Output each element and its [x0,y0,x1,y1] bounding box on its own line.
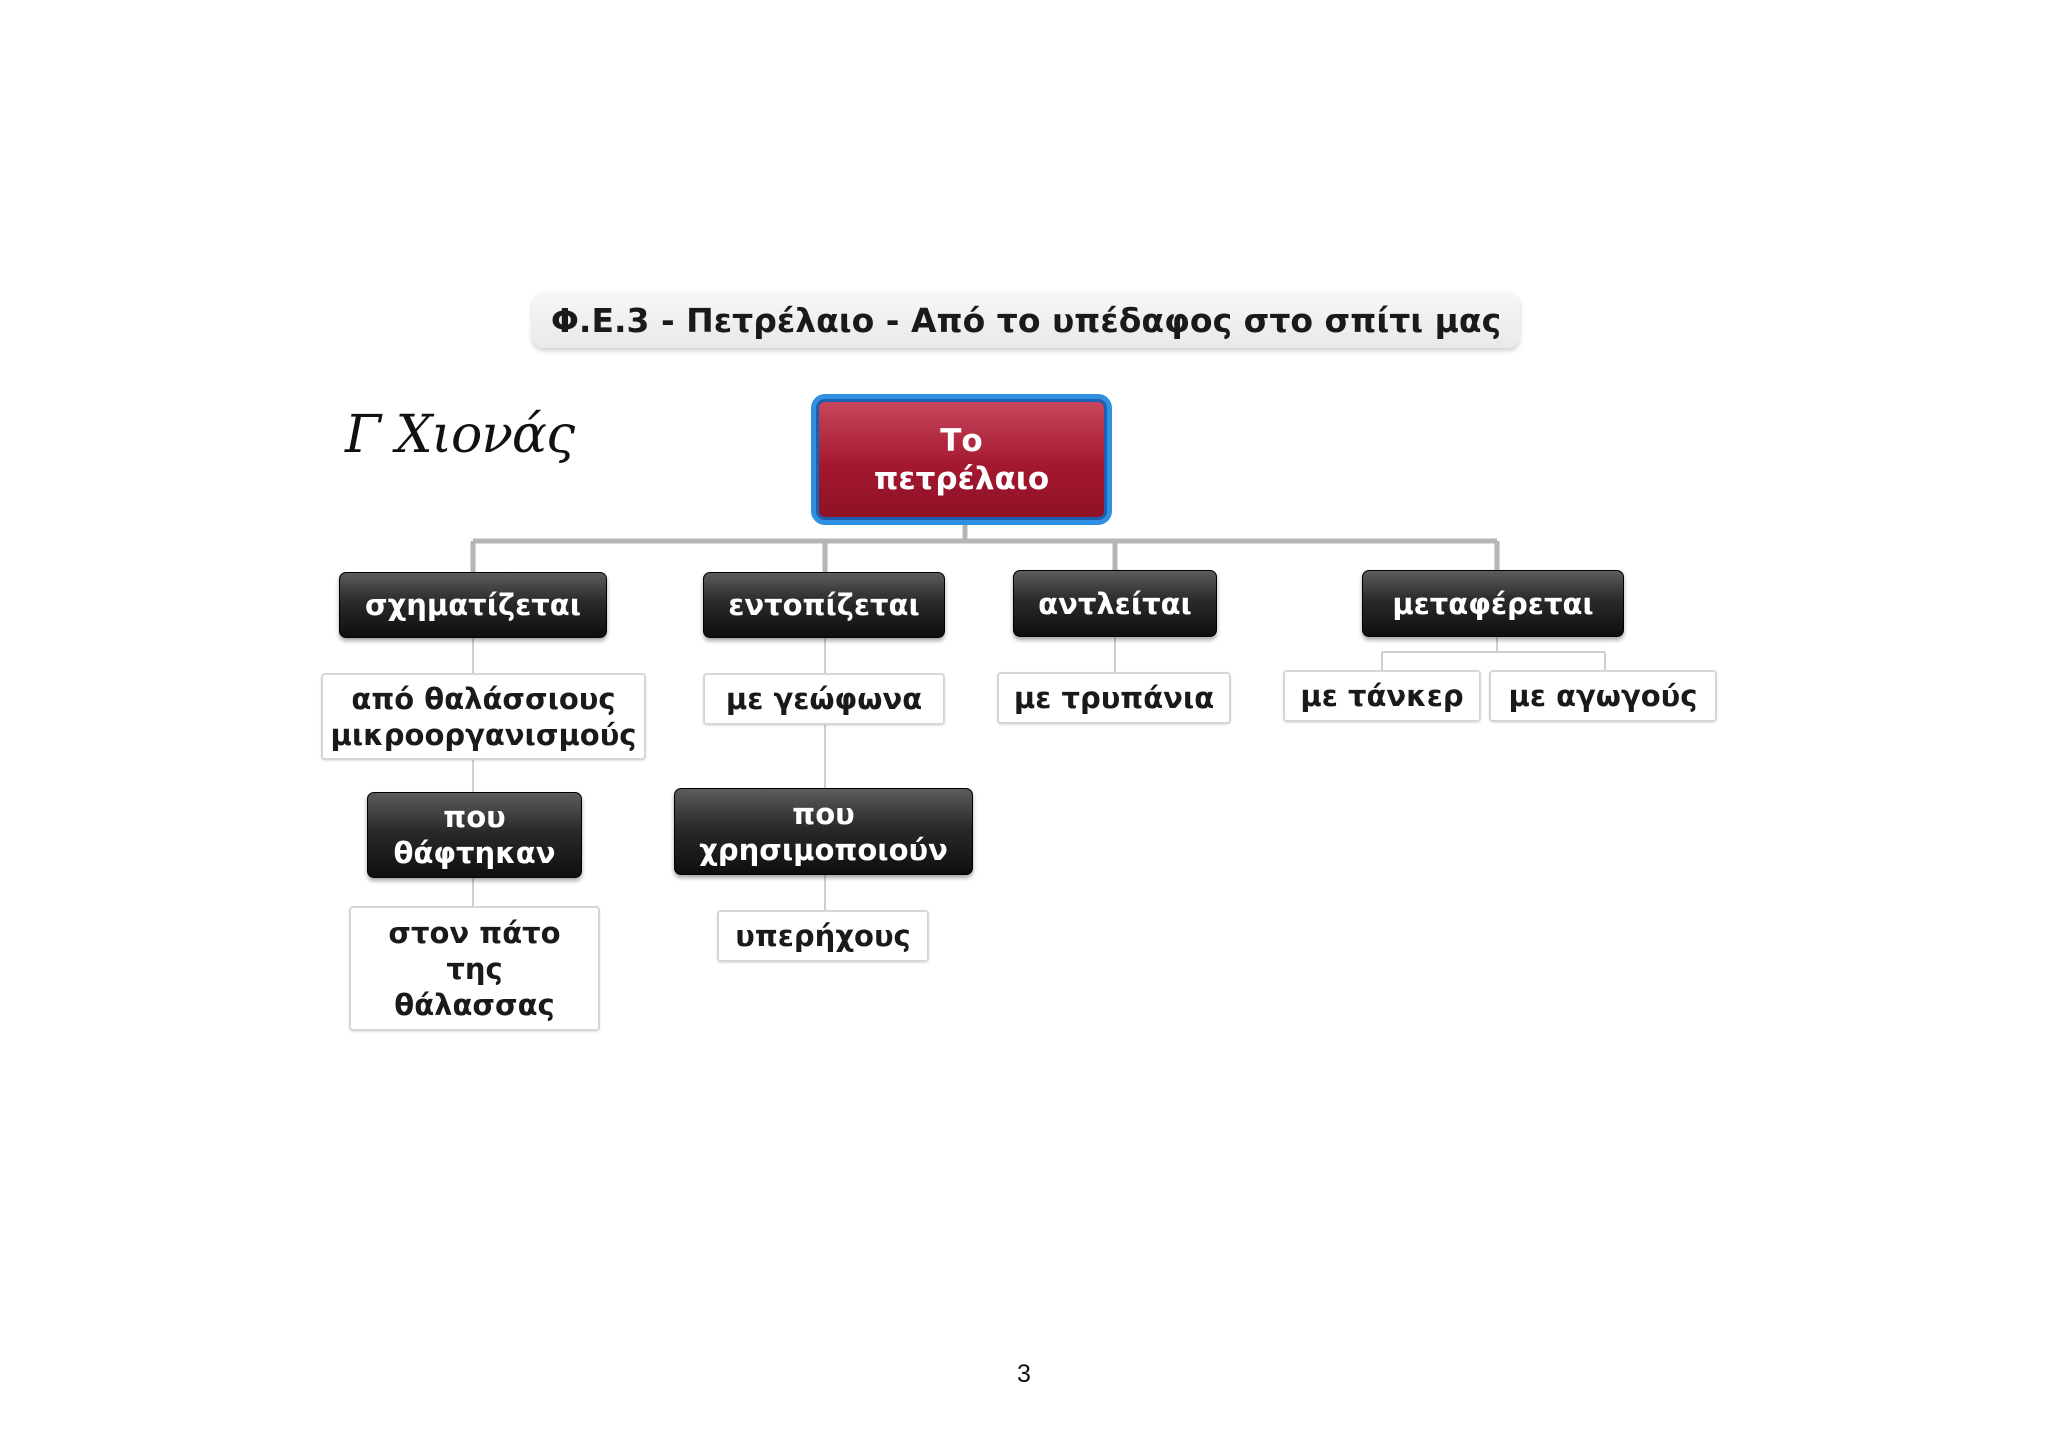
root-node: Το πετρέλαιο [811,394,1112,525]
sub-node-which-use: που χρησιμοποιούν [674,788,973,875]
leaf-node-marine-microorganisms: από θαλάσσιους μικροοργανισμούς [321,673,646,760]
map-title: Φ.Ε.3 - Πετρέλαιο - Από το υπέδαφος στο σπίτι μας [532,292,1520,348]
branch-node-pumped: αντλείται [1013,570,1217,637]
leaf-node-drills: με τρυπάνια [997,672,1231,724]
page-number: 3 [1017,1360,1031,1388]
branch-node-forms: σχηματίζεται [339,572,607,638]
sub-node-were-buried: που θάφτηκαν [367,792,582,878]
author-signature: Γ Χιονάς [345,405,575,465]
leaf-node-ultrasound: υπερήχους [717,910,929,962]
leaf-node-geophones: με γεώφωνα [703,673,945,725]
branch-node-located: εντοπίζεται [703,572,945,638]
leaf-node-tankers: με τάνκερ [1283,670,1481,722]
leaf-node-sea-bottom: στον πάτο της θάλασσας [349,906,600,1031]
leaf-node-pipelines: με αγωγούς [1489,670,1717,722]
branch-node-transported: μεταφέρεται [1362,570,1624,637]
